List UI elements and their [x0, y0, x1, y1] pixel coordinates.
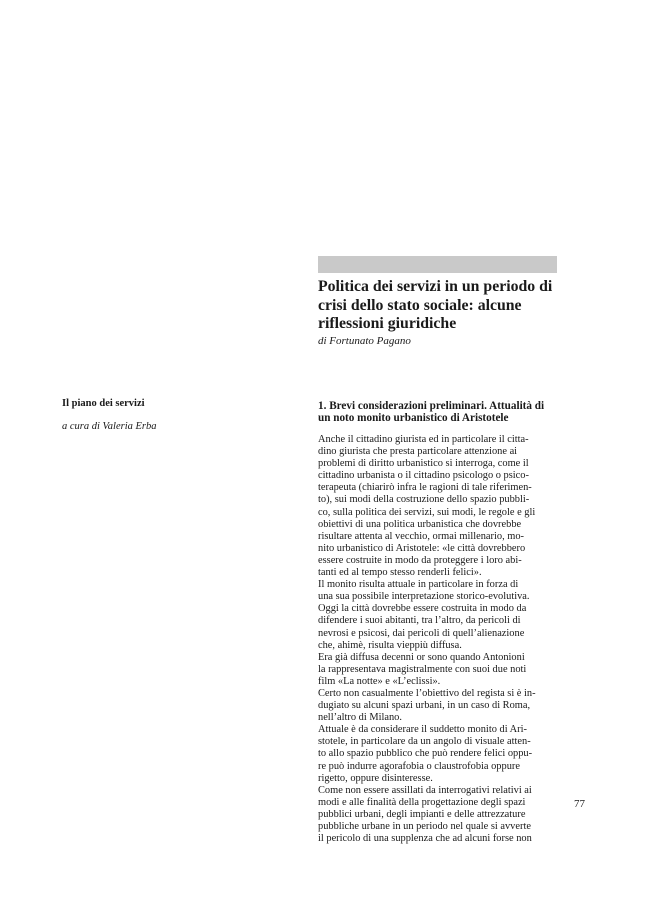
body-line: terapeuta (chiarirò infra le ragioni di tale riferimen- — [318, 482, 532, 494]
body-line: Era già diffusa decenni or sono quando Antonioni — [318, 651, 525, 663]
body-line: il pericolo di una supplenza che ad alcuni forse non — [318, 833, 532, 845]
body-line: problemi di diritto urbanistico si interroga, come il — [318, 458, 529, 470]
title-line: riflessioni giuridiche — [318, 315, 457, 332]
body-line: stotele, in particolare da un angolo di visuale atten- — [318, 736, 531, 748]
heading-line: 1. Brevi considerazioni preliminari. Attualità di — [318, 400, 545, 412]
body-line: Attuale è da considerare il suddetto monito di Ari- — [318, 724, 527, 736]
body-line: modi e alle finalità della progettazione degli spazi — [318, 796, 526, 808]
title-header-bar — [318, 256, 557, 273]
body-line: nevrosi e psicosi, dai pericoli di quell’alienazione — [318, 627, 525, 639]
body-line: pubbliche urbane in un periodo nel quale si avverte — [318, 821, 531, 832]
body-line: essere costruite in modo da proteggere i loro abi- — [318, 554, 522, 566]
body-line: cittadino urbanista o il cittadino psicologo o psico- — [318, 470, 529, 482]
title-line: crisi dello stato sociale: alcune — [318, 296, 522, 314]
section-editor: a cura di Valeria Erba — [62, 421, 157, 432]
page-number: 77 — [574, 798, 585, 810]
body-line: Certo non casualmente l’obiettivo del regista si è in- — [318, 687, 536, 699]
body-line: che, ahimè, risulta vieppiù diffusa. — [318, 639, 462, 651]
body-line: film «La notte» e «L’eclissi». — [318, 675, 441, 687]
body-line: una sua possibile interpretazione storico-evolutiva. — [318, 591, 530, 603]
body-line: dugiato su alcuni spazi urbani, in un caso di Roma, — [318, 700, 531, 712]
body-line: Il monito risulta attuale in particolare in forza di — [318, 579, 519, 591]
section-heading — [318, 400, 558, 424]
body-line: Come non essere assillati da interrogativi relativi ai — [318, 784, 532, 796]
body-line: rigetto, oppure disinteresse. — [318, 772, 433, 784]
title-line: Politica dei servizi in un periodo di — [318, 278, 553, 295]
body-line: obiettivi di una politica urbanistica che dovrebbe — [318, 518, 522, 530]
body-line: risultare attenta al vecchio, ormai millenario, mo- — [318, 530, 525, 542]
body-line: to), sui modi della costruzione dello spazio pubbli- — [318, 494, 530, 506]
body-line: nell’altro di Milano. — [318, 712, 402, 724]
body-line: re può indurre agorafobia o claustrofobia oppure — [318, 760, 520, 772]
heading-line: un noto monito urbanistico di Aristotele — [318, 412, 509, 424]
body-line: difendere i suoi abitanti, tra l’altro, da pericoli di — [318, 615, 521, 627]
article-title — [318, 278, 563, 334]
body-line: pubblici urbani, degli impianti e delle attrezzature — [318, 808, 526, 820]
body-text — [318, 434, 558, 845]
section-name: Il piano dei servizi — [62, 398, 145, 409]
body-line: dino giurista che presta particolare attenzione ai — [318, 446, 518, 458]
body-line: co, sulla politica dei servizi, sui modi, le regole e gli — [318, 506, 536, 518]
body-line: Oggi la città dovrebbe essere costruita in modo da — [318, 603, 527, 615]
article-author: di Fortunato Pagano — [318, 335, 411, 347]
body-line: Anche il cittadino giurista ed in particolare il citta- — [318, 434, 529, 445]
body-line: nito urbanistico di Aristotele: «le città dovrebbero — [318, 542, 526, 554]
body-line: la rappresentava magistralmente con suoi due noti — [318, 663, 527, 675]
body-line: to allo spazio pubblico che può rendere felici oppu- — [318, 748, 533, 760]
body-line: tanti ed al tempo stesso renderli felici». — [318, 567, 482, 579]
